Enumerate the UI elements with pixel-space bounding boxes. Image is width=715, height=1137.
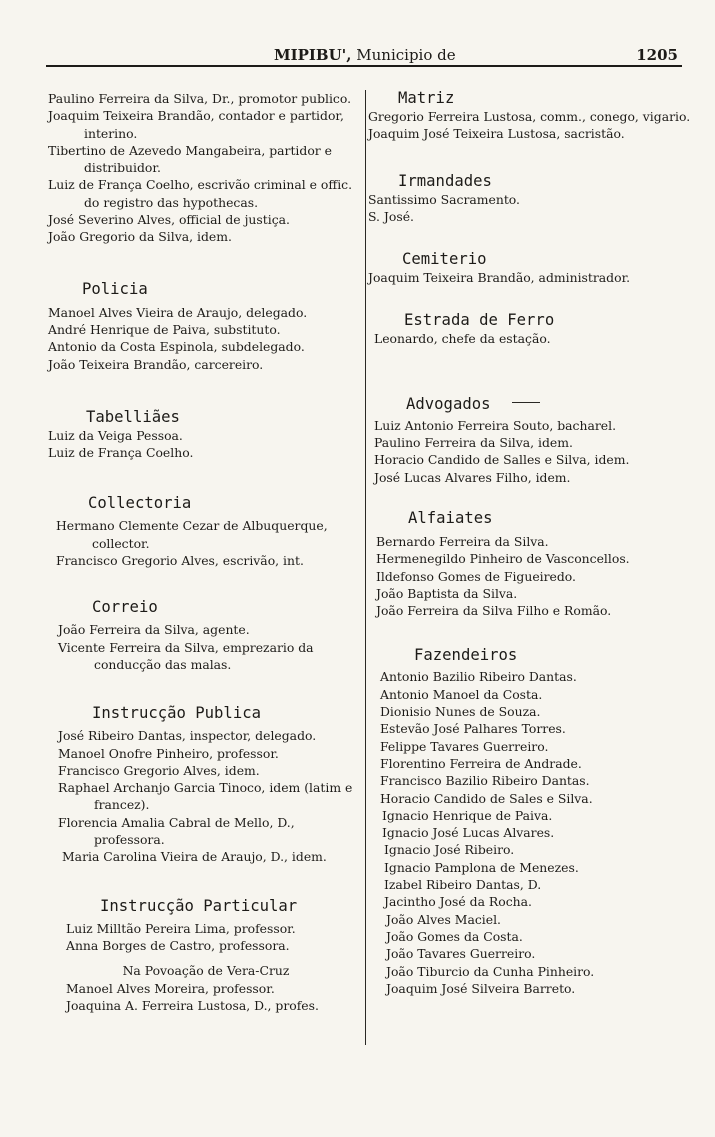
entry: Horacio Candido de Sales e Silva. xyxy=(380,790,593,806)
section-instruccao-particular xyxy=(48,896,364,1014)
entry: Luiz da Veiga Pessoa. xyxy=(48,427,183,443)
section-heading: Alfaiates xyxy=(408,508,493,527)
section-heading: Instrucção Publica xyxy=(92,704,261,723)
entry: Hermano Clemente Cezar de Albuquerque, collector. xyxy=(56,518,328,551)
entry: Ildefonso Gomes de Figueiredo. xyxy=(376,568,576,584)
entry: João Gomes da Costa. xyxy=(386,928,523,944)
running-title-rest: Municipio de xyxy=(351,46,456,64)
section-cemiterio xyxy=(368,249,698,286)
running-title-bold: MIPIBU', xyxy=(274,46,352,64)
entry: Ignacio Pamplona de Menezes. xyxy=(384,859,579,875)
entry: José Severino Alves, official de justiça. xyxy=(48,212,290,228)
entry: Francisco Gregorio Alves, idem. xyxy=(58,762,260,778)
entry: Antonio Manoel da Costa. xyxy=(380,686,543,702)
section-estrada-de-ferro xyxy=(368,310,698,347)
section-matriz xyxy=(368,88,698,143)
entry: José Lucas Alvares Filho, idem. xyxy=(374,469,571,485)
entry: Francisco Gregorio Alves, escrivão, int. xyxy=(56,553,304,569)
section-heading: Cemiterio xyxy=(402,250,487,269)
running-title xyxy=(274,46,456,64)
entry: Luiz de França Coelho, escrivão criminal e offic. do registro das hypothecas. xyxy=(48,177,353,210)
entry: Jacintho José da Rocha. xyxy=(384,894,532,910)
section-collectoria xyxy=(48,493,364,569)
section-instruccao-publica xyxy=(48,703,364,865)
left-column xyxy=(48,90,364,1014)
entry: Joaquim Teixeira Brandão, contador e partidor, interino. xyxy=(48,108,344,141)
entry: Manoel Alves Vieira de Araujo, delegado. xyxy=(48,304,308,320)
entry: Maria Carolina Vieira de Araujo, D., idem. xyxy=(62,849,327,865)
entry: João Teixeira Brandão, carcereiro. xyxy=(48,356,264,372)
entry: Antonio Bazilio Ribeiro Dantas. xyxy=(380,669,577,685)
entry: Joaquim José Teixeira Lustosa, sacristão. xyxy=(368,126,625,142)
entry: Horacio Candido de Salles e Silva, idem. xyxy=(374,452,630,468)
entry: Hermenegildo Pinheiro de Vasconcellos. xyxy=(376,551,630,567)
entry: Ignacio Henrique de Paiva. xyxy=(382,807,553,823)
entry: Luiz Antonio Ferreira Souto, bacharel. xyxy=(374,417,617,433)
entry: Luiz Milltão Pereira Lima, professor. xyxy=(66,920,296,936)
entry: Paulino Ferreira da Silva, Dr., promotor publico. xyxy=(48,91,352,106)
header-rule xyxy=(46,65,682,67)
entry: João Tavares Guerreiro. xyxy=(386,946,536,962)
entry: Florentino Ferreira de Andrade. xyxy=(380,755,582,771)
section-heading: Correio xyxy=(92,598,158,617)
entry: Gregorio Ferreira Lustosa, comm., conego, vigario. xyxy=(368,109,691,124)
section-heading: Irmandades xyxy=(398,171,492,190)
entry: Felippe Tavares Guerreiro. xyxy=(380,738,549,754)
right-column xyxy=(368,90,698,997)
entry: João Tiburcio da Cunha Pinheiro. xyxy=(386,963,595,979)
entry: Leonardo, chefe da estação. xyxy=(374,331,551,347)
section-alfaiates xyxy=(368,508,698,619)
section-heading: Estrada de Ferro xyxy=(404,311,555,330)
section-fazendeiros xyxy=(368,645,698,997)
entry: Francisco Bazilio Ribeiro Dantas. xyxy=(380,773,590,789)
section-judiciary xyxy=(48,90,364,246)
section-subheading: Na Povoação de Vera-Cruz xyxy=(122,963,290,979)
entry: João Ferreira da Silva Filho e Romão. xyxy=(376,603,612,619)
entry: João Alves Maciel. xyxy=(386,911,501,927)
section-heading: Instrucção Particular xyxy=(100,896,298,915)
entry: Ignacio José Lucas Alvares. xyxy=(382,825,555,841)
entry: Vicente Ferreira da Silva, emprezario da conducção das malas. xyxy=(58,639,314,672)
section-tabelliaes xyxy=(48,407,364,462)
entry: Paulino Ferreira da Silva, idem. xyxy=(374,435,573,451)
section-heading: Advogados xyxy=(406,394,491,413)
entry: Ignacio José Ribeiro. xyxy=(384,842,515,858)
section-irmandades xyxy=(368,171,698,226)
entry: Santissimo Sacramento. xyxy=(368,191,520,207)
entry: Luiz de França Coelho. xyxy=(48,445,194,461)
entry: Joaquina A. Ferreira Lustosa, D., profes. xyxy=(66,997,319,1013)
section-advogados xyxy=(368,394,698,486)
entry: Bernardo Ferreira da Silva. xyxy=(376,533,549,549)
section-correio xyxy=(48,597,364,673)
section-heading: Fazendeiros xyxy=(414,646,518,665)
entry: André Henrique de Paiva, substituto. xyxy=(48,321,281,337)
entry: Manoel Alves Moreira, professor. xyxy=(66,980,275,996)
page-header xyxy=(46,46,682,68)
entry: João Ferreira da Silva, agente. xyxy=(58,622,250,638)
entry: S. José. xyxy=(368,208,414,224)
entry: Tibertino de Azevedo Mangabeira, partidor e distribuidor. xyxy=(48,142,332,176)
page-number: 1205 xyxy=(636,46,678,64)
section-heading: Matriz xyxy=(398,89,455,107)
entry: Izabel Ribeiro Dantas, D. xyxy=(384,877,542,893)
entry: João Baptista da Silva. xyxy=(376,585,518,601)
entry: Anna Borges de Castro, professora. xyxy=(66,937,290,953)
entry: Joaquim José Silveira Barreto. xyxy=(386,980,576,996)
entry: José Ribeiro Dantas, inspector, delegado. xyxy=(58,728,317,744)
entry: Florencia Amalia Cabral de Mello, D., professora. xyxy=(58,814,295,848)
entry: Joaquim Teixeira Brandão, administrador. xyxy=(368,270,631,286)
entry: Estevão José Palhares Torres. xyxy=(380,721,566,737)
entry: Antonio da Costa Espinola, subdelegado. xyxy=(48,339,305,355)
entry: João Gregorio da Silva, idem. xyxy=(48,229,232,245)
section-heading: Collectoria xyxy=(88,494,192,513)
entry: Manoel Onofre Pinheiro, professor. xyxy=(58,745,279,761)
entry: Dionisio Nunes de Souza. xyxy=(380,704,541,720)
section-heading: Policia xyxy=(82,279,148,298)
section-heading: Tabelliães xyxy=(86,407,180,426)
entry: Raphael Archanjo Garcia Tinoco, idem (latim e francez). xyxy=(58,780,353,813)
column-divider xyxy=(365,90,366,1045)
section-policia xyxy=(48,279,364,373)
